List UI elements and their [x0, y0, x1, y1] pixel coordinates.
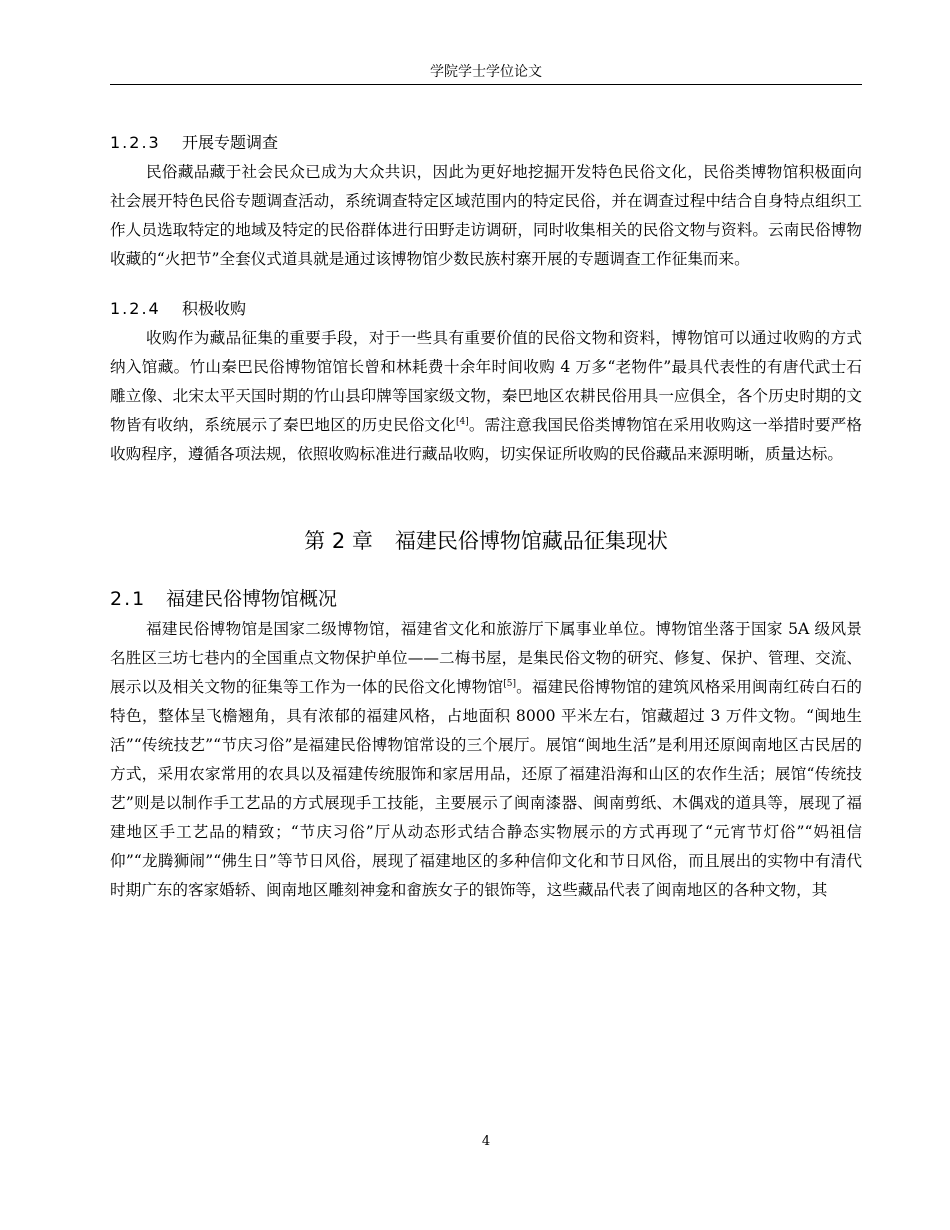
header-rule — [110, 84, 862, 85]
paragraph-text: 。福建民俗博物馆的建筑风格采用闽南红砖白石的特色，整体呈飞檐翘角，具有浓郁的福建风格，占地面积 8000 平米左右，馆藏超过 3 万件文物。“闽地生活”“传统技艺”“节庆习俗”是福建民俗博物馆常设的三个展厅。展馆“闽地生活”是利用还原闽南地区古民居的方式，采用农家常用的农具以及福建传统服饰和家居用品，还原了福建沿海和山区的农作生活；展馆“传统技艺”则是以制作手工艺品的方式展现手工技能，主要展示了闽南漆器、闽南剪纸、木偶戏的道具等，展现了福建地区手工艺品的精致；“节庆习俗”厅从动态形式结合静态实物展示的方式再现了“元宵节灯俗”“妈祖信仰”“龙腾狮闹”“佛生日”等节日风俗，展现了福建地区的多种信仰文化和节日风俗，而且展出的实物中有清代时期广东的客家婚轿、闽南地区雕刻神龛和畲族女子的银饰等，这些藏品代表了闽南地区的各种文物，其 — [110, 678, 862, 899]
chapter-title: 福建民俗博物馆藏品征集现状 — [394, 529, 668, 553]
running-header: 学院学士学位论文 — [430, 64, 542, 80]
page-body — [110, 128, 862, 905]
heading-title: 福建民俗博物馆概况 — [166, 588, 338, 610]
citation-5: [5] — [503, 679, 516, 689]
heading-title: 开展专题调查 — [182, 133, 279, 152]
heading-1-2-4 — [110, 294, 862, 324]
paragraph-1-2-3: 民俗藏品藏于社会民众已成为大众共识，因此为更好地挖掘开发特色民俗文化，民俗类博物馆积极面向社会展开特色民俗专题调查活动，系统调查特定区域范围内的特定民俗，并在调查过程中结合自身特点组织工作人员选取特定的地域及特定的民俗群体进行田野走访调研，同时收集相关的民俗文物与资料。云南民俗博物收藏的“火把节”全套仪式道具就是通过该博物馆少数民族村寨开展的专题调查工作征集而来。 — [110, 163, 862, 268]
paragraph-2-1 — [110, 615, 862, 905]
heading-title: 积极收购 — [182, 299, 247, 318]
heading-number: 1.2.4 — [110, 299, 161, 318]
citation-4: [4] — [456, 417, 469, 427]
heading-2-1 — [110, 583, 862, 615]
paragraph-text: 福建民俗博物馆是国家二级博物馆，福建省文化和旅游厅下属事业单位。博物馆坐落于国家 5A 级风景名胜区三坊七巷内的全国重点文物保护单位——二梅书屋，是集民俗文物的研究、修复、保护、管理、交流、展示以及相关文物的征集等工作为一体的民俗文化博物馆 — [110, 620, 862, 696]
heading-1-2-3 — [110, 128, 862, 158]
chapter-2-title — [110, 523, 862, 559]
heading-number: 2.1 — [110, 588, 147, 610]
paragraph-1-2-4 — [110, 324, 862, 469]
paragraph-text: 。需注意我国民俗类博物馆在采用收购这一举措时要严格收购程序，遵循各项法规，依照收购标准进行藏品收购，切实保证所收购的民俗藏品来源明晰，质量达标。 — [110, 416, 862, 463]
chapter-number: 第 2 章 — [304, 529, 373, 553]
paragraph-text: 收购作为藏品征集的重要手段，对于一些具有重要价值的民俗文物和资料，博物馆可以通过收购的方式纳入馆藏。竹山秦巴民俗博物馆馆长曾和林耗费十余年时间收购 4 万多“老物件”最具代表性的有唐代武士石雕立像、北宋太平天国时期的竹山县印牌等国家级文物，秦巴地区农耕民俗用具一应俱全，各个历史时期的文物皆有收纳，系统展示了秦巴地区的历史民俗文化 — [110, 329, 862, 434]
page-number: 4 — [481, 1134, 491, 1149]
heading-number: 1.2.3 — [110, 133, 161, 152]
